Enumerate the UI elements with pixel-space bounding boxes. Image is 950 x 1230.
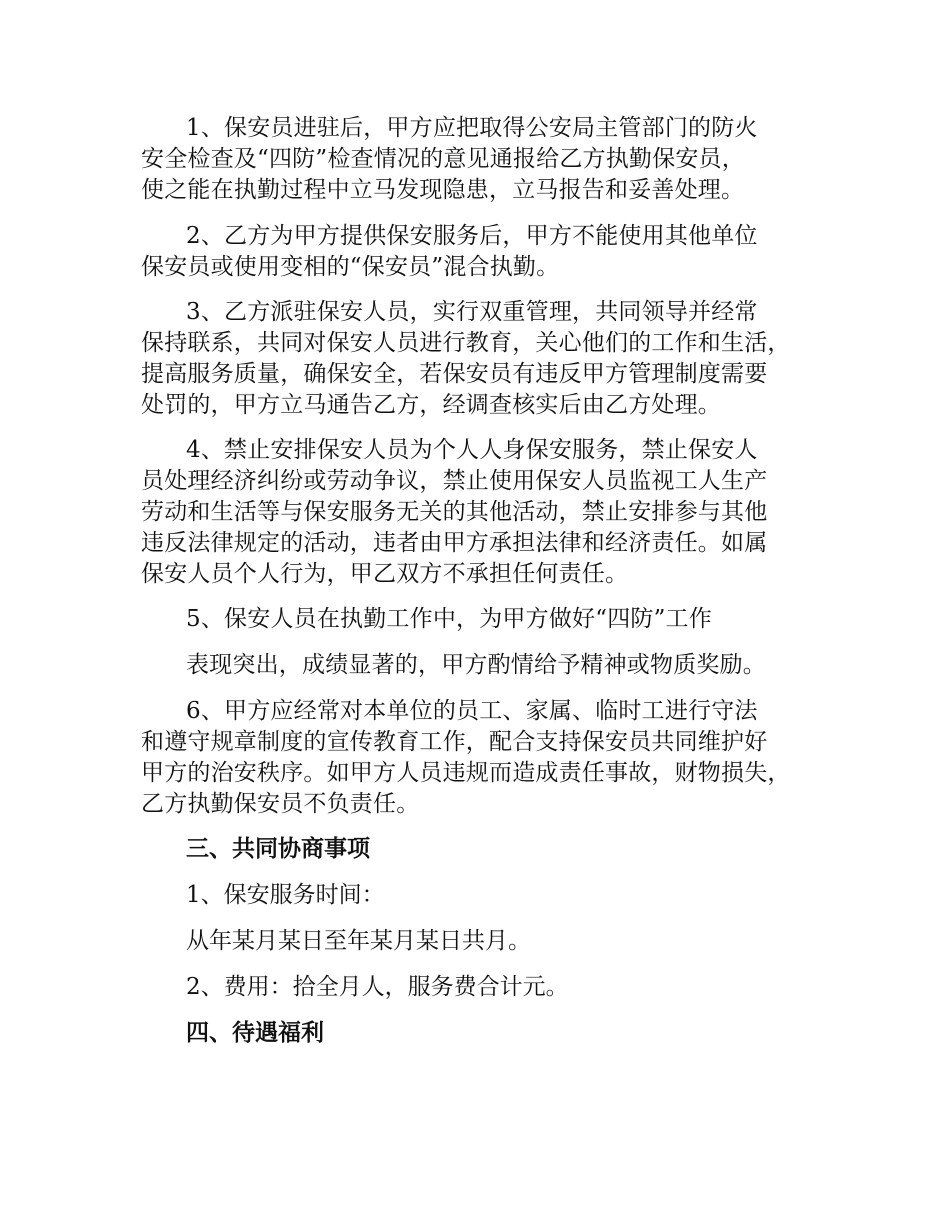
service-time-item: 1、保安服务时间：: [186, 882, 385, 908]
paragraph-line: 保持联系，共同对保安人员进行教育，关心他们的工作和生活，: [141, 330, 791, 356]
paragraph-line: 4、禁止安排保安人员为个人人身保安服务，禁止保安人: [186, 437, 758, 463]
paragraph-line: 5、保安人员在执勤工作中，为甲方做好“四防”工作: [186, 606, 712, 632]
paragraph-line: 劳动和生活等与保安服务无关的其他活动，禁止安排参与其他: [141, 499, 768, 525]
paragraph-2: [141, 221, 841, 283]
paragraph-line: 保安人员个人行为，甲乙双方不承担任何责任。: [141, 561, 629, 587]
section-heading-3: 三、共同协商事项: [186, 836, 370, 862]
service-time-detail: 从年某月某日至年某月某日共月。: [186, 928, 531, 954]
paragraph-3: [141, 297, 841, 421]
paragraph-line: 和遵守规章制度的宣传教育工作，配合支持保安员共同维护好: [141, 729, 768, 755]
paragraph-4: [141, 435, 841, 590]
paragraph-line: 2、乙方为甲方提供保安服务后，甲方不能使用其他单位: [186, 223, 758, 249]
paragraph-line: 安全检查及“四防”检查情况的意见通报给乙方执勤保安员，: [141, 146, 745, 172]
paragraph-line: 乙方执勤保安员不负责任。: [141, 791, 420, 817]
paragraph-line: 表现突出，成绩显著的，甲方酌情给予精神或物质奖励。: [186, 652, 766, 678]
paragraph-line: 甲方的治安秩序。如甲方人员违规而造成责任事故，财物损失，: [141, 760, 791, 786]
paragraph-line: 使之能在执勤过程中立马发现隐患，立马报告和妥善处理。: [141, 177, 745, 203]
paragraph-line: 6、甲方应经常对本单位的员工、家属、临时工进行守法: [186, 698, 758, 724]
paragraph-line: 员处理经济纠纷或劳动争议，禁止使用保安人员监视工人生产: [141, 468, 768, 494]
fee-item: 2、费用：拾全月人，服务费合计元。: [186, 974, 569, 1000]
paragraph-line: 处罚的，甲方立马通告乙方，经调查核实后由乙方处理。: [141, 392, 721, 418]
paragraph-1: [141, 113, 841, 206]
paragraph-line: 违反法律规定的活动，违者由甲方承担法律和经济责任。如属: [141, 530, 768, 556]
paragraph-7: [141, 696, 841, 820]
paragraph-line: 1、保安员进驻后，甲方应把取得公安局主管部门的防火: [186, 115, 758, 141]
paragraph-line: 3、乙方派驻保安人员，实行双重管理，共同领导并经常: [186, 299, 758, 325]
paragraph-5: [141, 604, 841, 635]
paragraph-line: 提高服务质量，确保安全，若保安员有违反甲方管理制度需要: [141, 361, 768, 387]
paragraph-line: 保安员或使用变相的“保安员”混合执勤。: [141, 254, 560, 280]
section-heading-4: 四、待遇福利: [186, 1020, 324, 1046]
paragraph-6: [141, 650, 841, 681]
